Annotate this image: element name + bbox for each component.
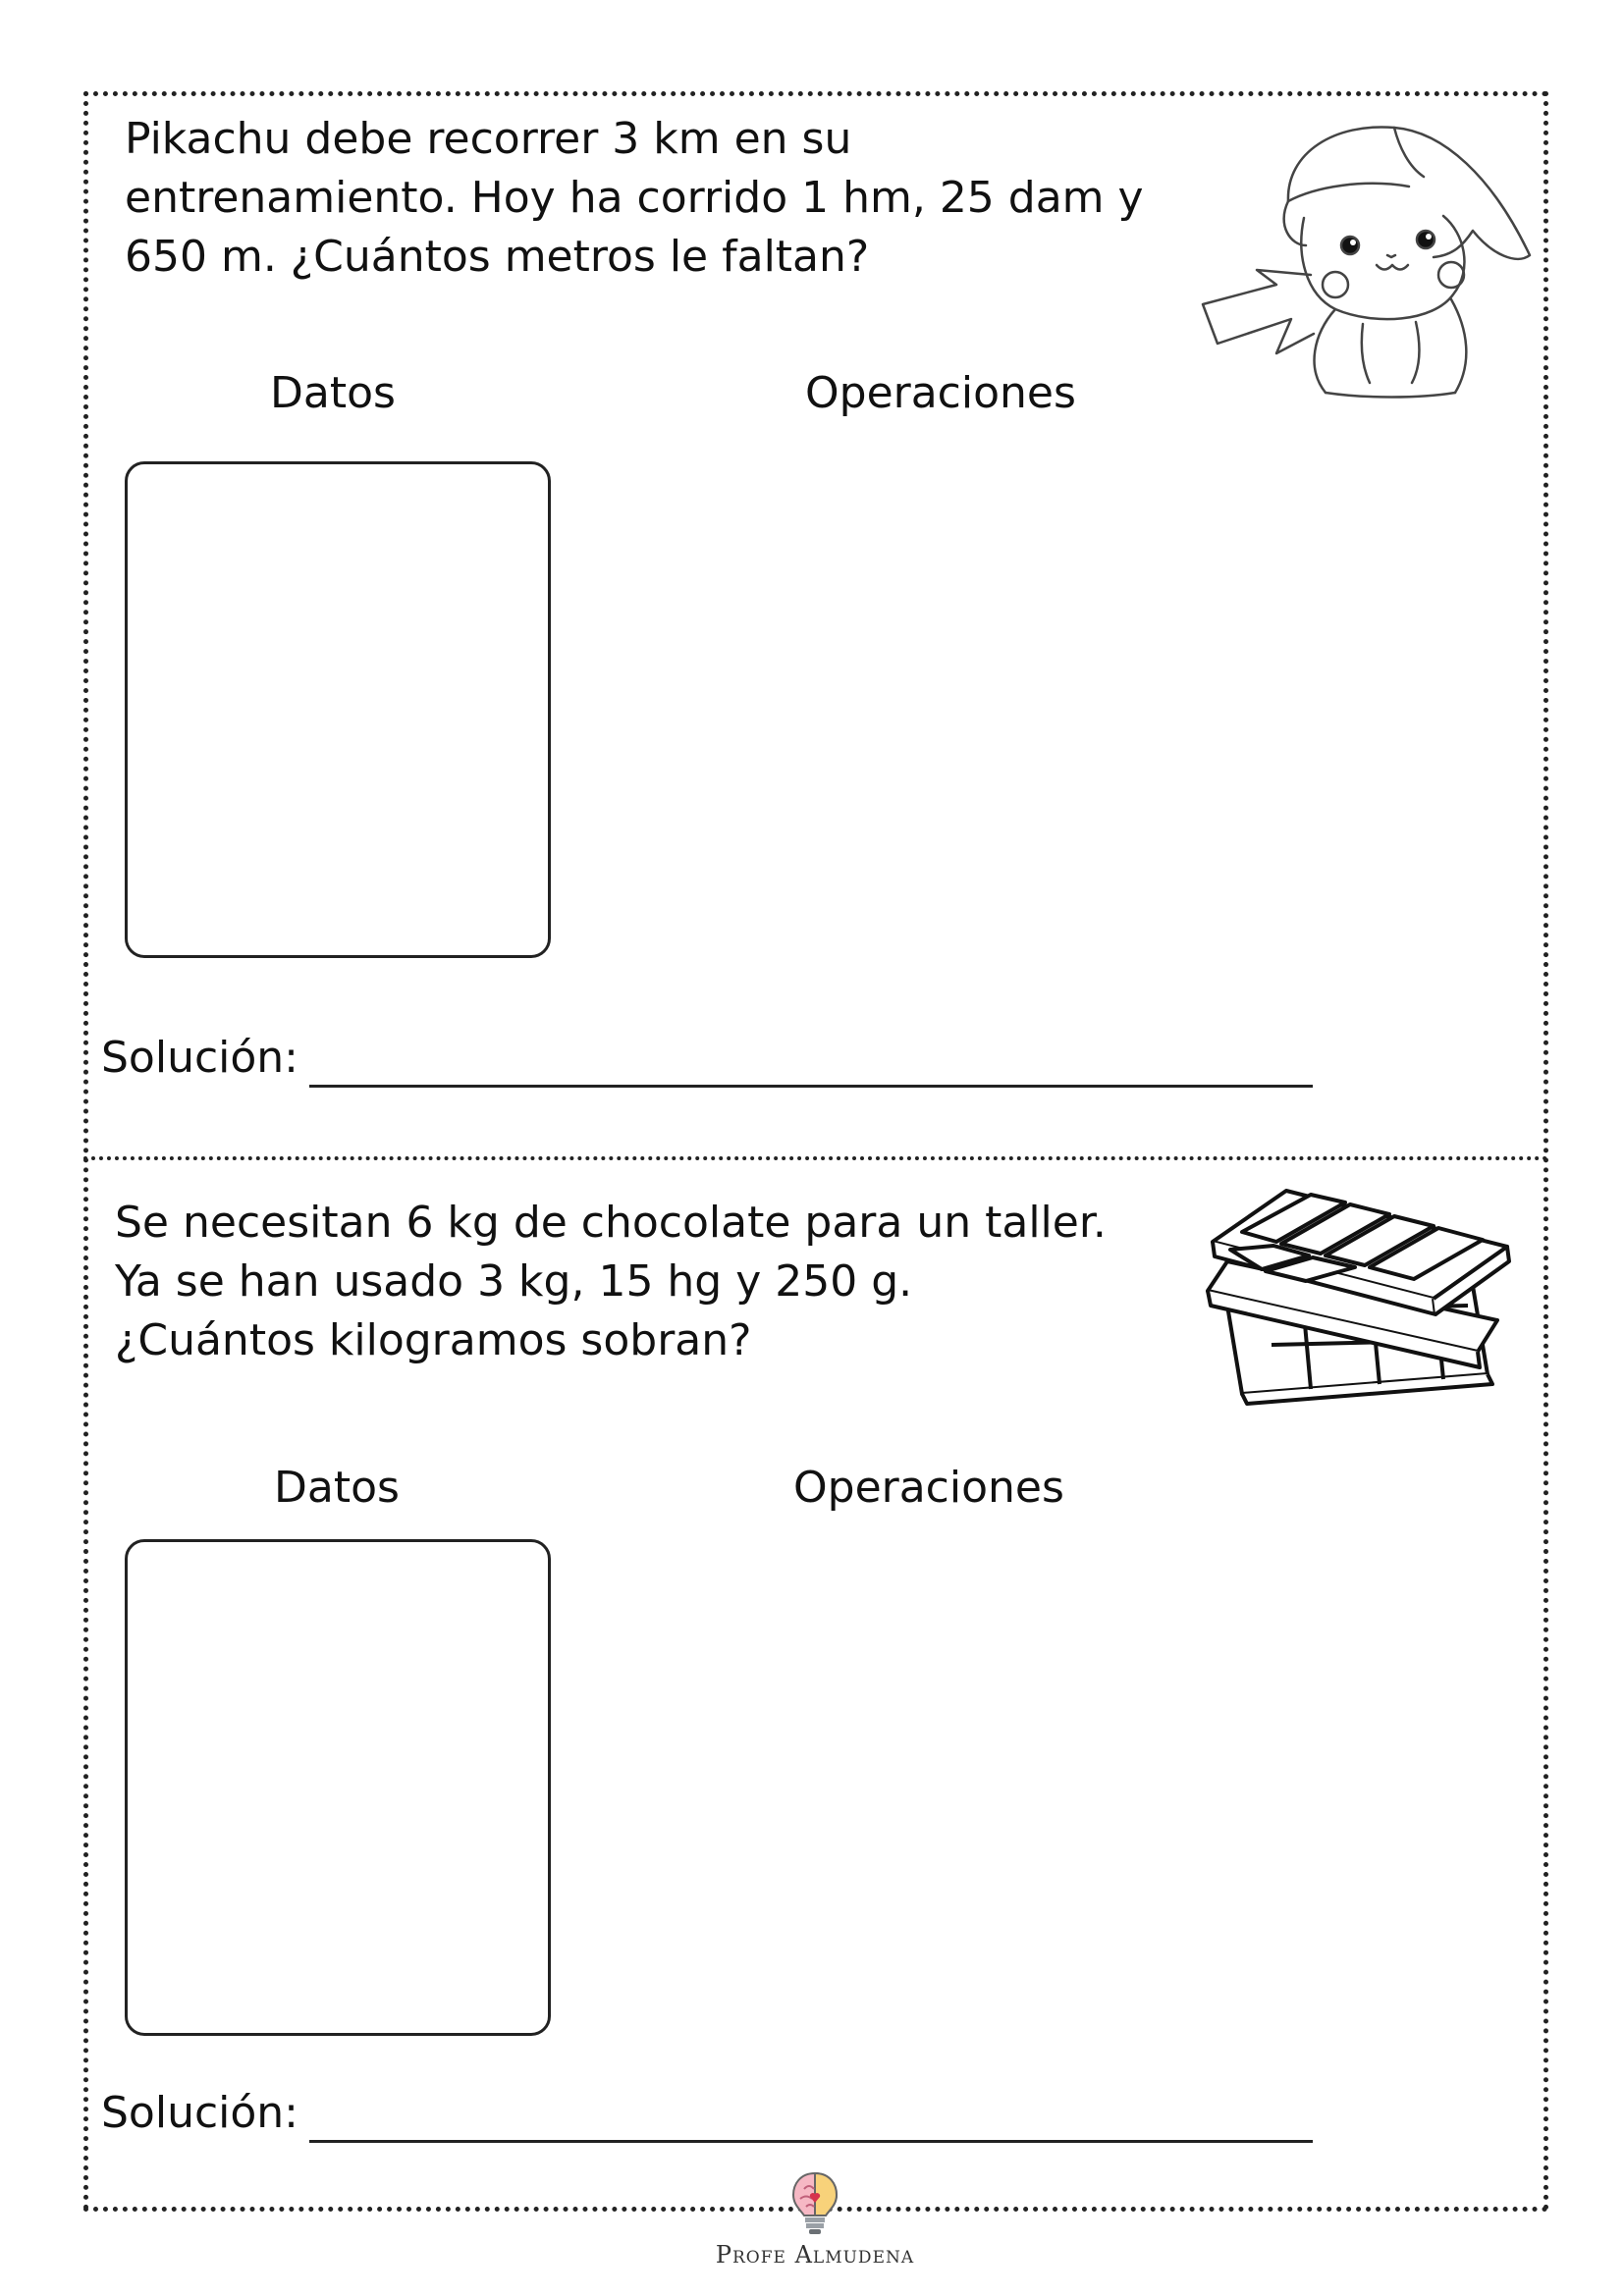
- problem-1-line-1: Pikachu debe recorrer 3 km en su: [125, 114, 852, 164]
- problem-1-operations-area[interactable]: [589, 442, 1473, 991]
- lightbulb-brain-icon: [790, 2169, 839, 2236]
- chocolate-bars-drawing: [1203, 1183, 1517, 1409]
- problem-1-data-box[interactable]: [125, 461, 551, 958]
- problem-2-line-3: ¿Cuántos kilogramos sobran?: [115, 1315, 752, 1365]
- brand-name: Profe Almudena: [715, 2241, 915, 2269]
- problem-2-data-box[interactable]: [125, 1539, 551, 2036]
- problem-1-answer-line[interactable]: [309, 1085, 1313, 1088]
- problem-1-data-heading: Datos: [270, 368, 396, 418]
- problem-1-line-2: entrenamiento. Hoy ha corrido 1 hm, 25 dam y: [125, 173, 1144, 223]
- problem-2-operations-heading: Operaciones: [793, 1463, 1064, 1513]
- problem-1-solution-label: Solución:: [101, 1033, 299, 1083]
- pikachu-drawing: [1198, 108, 1542, 402]
- problem-divider: [83, 1156, 1548, 1160]
- problem-2-line-2: Ya se han usado 3 kg, 15 hg y 250 g.: [115, 1256, 913, 1307]
- problem-2-data-heading: Datos: [274, 1463, 400, 1513]
- problem-2-line-1: Se necesitan 6 kg de chocolate para un taller.: [115, 1198, 1107, 1248]
- problem-1-line-3: 650 m. ¿Cuántos metros le faltan?: [125, 232, 870, 282]
- problem-1-operations-heading: Operaciones: [805, 368, 1076, 418]
- problem-2-solution-label: Solución:: [101, 2088, 299, 2138]
- problem-2-answer-line[interactable]: [309, 2140, 1313, 2143]
- problem-2-operations-area[interactable]: [589, 1531, 1473, 2052]
